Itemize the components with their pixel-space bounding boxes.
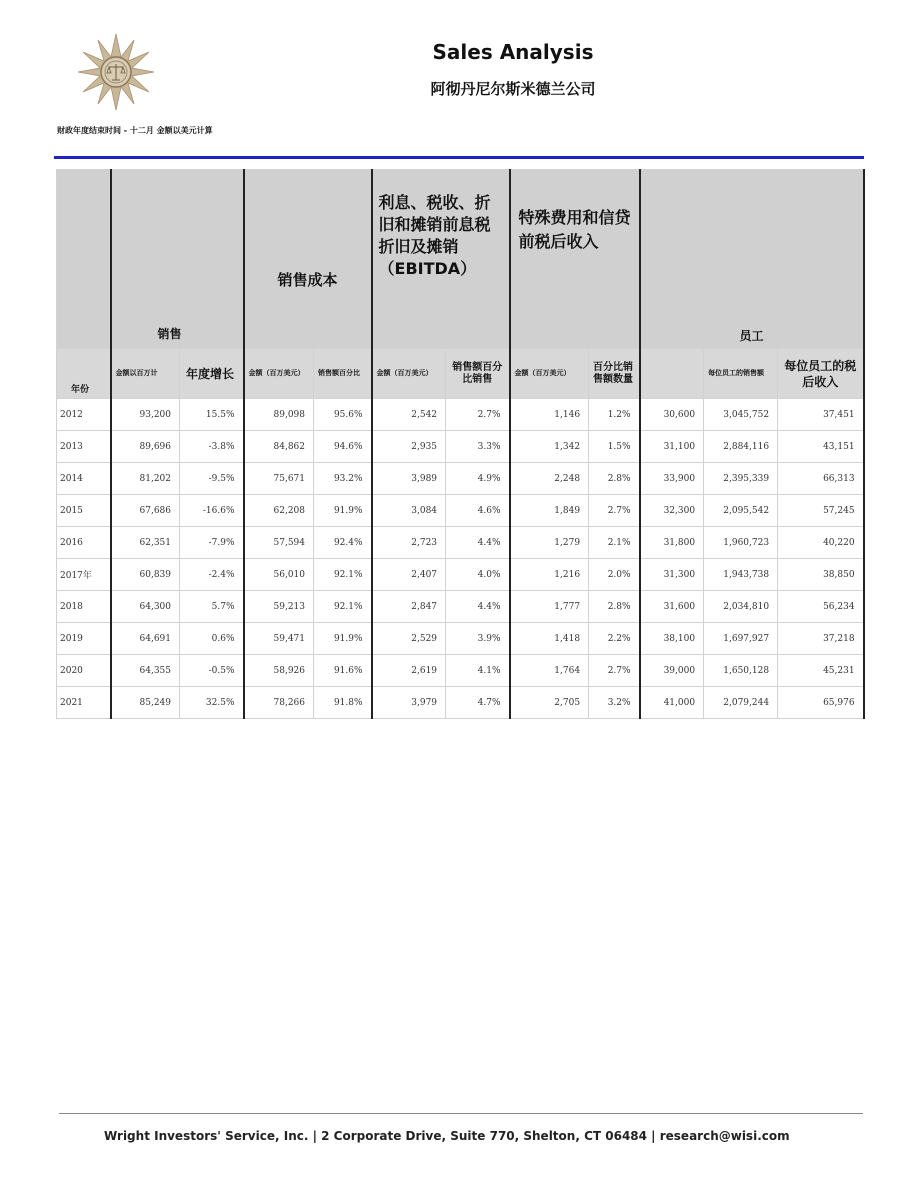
cell-cost-pct: 92.1% — [314, 559, 372, 591]
cell-employees: 32,300 — [640, 495, 704, 527]
table-body — [57, 399, 864, 719]
group-header-row — [57, 170, 864, 349]
cell-growth: -2.4% — [180, 559, 244, 591]
cell-year: 2016 — [57, 527, 111, 559]
cell-income-per-employee: 57,245 — [778, 495, 864, 527]
cell-cost: 59,213 — [244, 591, 314, 623]
cell-cost: 58,926 — [244, 655, 314, 687]
group-special: 特殊费用和信贷前税后收入 — [510, 170, 640, 349]
cell-income-per-employee: 56,234 — [778, 591, 864, 623]
cell-growth: -16.6% — [180, 495, 244, 527]
cell-sales: 89,696 — [111, 431, 180, 463]
cell-growth: -3.8% — [180, 431, 244, 463]
fiscal-note: 财政年度结束时间 - 十二月 金额以美元计算 — [57, 126, 213, 135]
group-sales: 销售 — [111, 170, 244, 349]
sales-analysis-table — [56, 169, 865, 719]
cell-ebitda-pct: 4.4% — [446, 591, 510, 623]
cell-special-pct: 2.8% — [589, 463, 640, 495]
cell-year: 2018 — [57, 591, 111, 623]
cell-ebitda-pct: 4.1% — [446, 655, 510, 687]
cell-cost: 57,594 — [244, 527, 314, 559]
footer-divider — [59, 1113, 863, 1114]
cell-ebitda: 3,989 — [372, 463, 446, 495]
cell-special: 1,342 — [510, 431, 589, 463]
cell-special-pct: 2.0% — [589, 559, 640, 591]
cell-employees: 33,900 — [640, 463, 704, 495]
cell-ebitda: 2,529 — [372, 623, 446, 655]
cell-ebitda-pct: 4.6% — [446, 495, 510, 527]
cell-sales-per-employee: 2,395,339 — [704, 463, 778, 495]
cell-special-pct: 1.2% — [589, 399, 640, 431]
cell-sales-per-employee: 2,095,542 — [704, 495, 778, 527]
table-row — [57, 399, 864, 431]
cell-sales: 64,355 — [111, 655, 180, 687]
cell-sales: 85,249 — [111, 687, 180, 719]
cell-ebitda: 2,542 — [372, 399, 446, 431]
col-income-per-employee: 每位员工的税后收入 — [778, 349, 864, 399]
cell-growth: 0.6% — [180, 623, 244, 655]
col-special-amount: 金额（百万美元） — [510, 349, 589, 399]
cell-cost-pct: 92.1% — [314, 591, 372, 623]
table-row — [57, 687, 864, 719]
cell-employees: 31,100 — [640, 431, 704, 463]
cell-ebitda: 2,407 — [372, 559, 446, 591]
cell-employees: 31,800 — [640, 527, 704, 559]
cell-special-pct: 2.2% — [589, 623, 640, 655]
cell-special: 2,705 — [510, 687, 589, 719]
cell-cost: 84,862 — [244, 431, 314, 463]
cell-special-pct: 2.7% — [589, 655, 640, 687]
cell-ebitda-pct: 3.9% — [446, 623, 510, 655]
footer-contact: Wright Investors' Service, Inc. | 2 Corporate Drive, Suite 770, Shelton, CT 06484 | research@wisi.com — [104, 1129, 790, 1143]
cell-cost: 78,266 — [244, 687, 314, 719]
table-row — [57, 431, 864, 463]
table-row — [57, 623, 864, 655]
header-divider — [54, 156, 864, 159]
cell-sales-per-employee: 1,943,738 — [704, 559, 778, 591]
col-cost-pct: 销售额百分比 — [314, 349, 372, 399]
cell-employees: 31,300 — [640, 559, 704, 591]
cell-special-pct: 1.5% — [589, 431, 640, 463]
cell-income-per-employee: 45,231 — [778, 655, 864, 687]
cell-sales: 64,300 — [111, 591, 180, 623]
col-sales-amount: 金额以百万计 — [111, 349, 180, 399]
cell-ebitda-pct: 4.4% — [446, 527, 510, 559]
cell-special-pct: 3.2% — [589, 687, 640, 719]
company-name: 阿彻丹尼尔斯米德兰公司 — [430, 80, 596, 98]
group-ebitda: 利息、税收、折旧和摊销前息税折旧及摊销（EBITDA） — [372, 170, 510, 349]
cell-growth: 5.7% — [180, 591, 244, 623]
cell-ebitda: 2,847 — [372, 591, 446, 623]
cell-sales: 60,839 — [111, 559, 180, 591]
cell-income-per-employee: 37,218 — [778, 623, 864, 655]
cell-income-per-employee: 66,313 — [778, 463, 864, 495]
cell-cost-pct: 91.8% — [314, 687, 372, 719]
cell-ebitda-pct: 4.0% — [446, 559, 510, 591]
cell-cost-pct: 91.9% — [314, 495, 372, 527]
cell-special: 1,216 — [510, 559, 589, 591]
cell-sales-per-employee: 2,034,810 — [704, 591, 778, 623]
cell-special-pct: 2.1% — [589, 527, 640, 559]
table-row — [57, 559, 864, 591]
cell-sales-per-employee: 1,697,927 — [704, 623, 778, 655]
cell-income-per-employee: 38,850 — [778, 559, 864, 591]
cell-employees: 41,000 — [640, 687, 704, 719]
cell-cost-pct: 92.4% — [314, 527, 372, 559]
cell-income-per-employee: 43,151 — [778, 431, 864, 463]
cell-sales-per-employee: 3,045,752 — [704, 399, 778, 431]
cell-year: 2021 — [57, 687, 111, 719]
cell-ebitda: 2,723 — [372, 527, 446, 559]
cell-special: 1,849 — [510, 495, 589, 527]
cell-growth: -0.5% — [180, 655, 244, 687]
cell-ebitda-pct: 3.3% — [446, 431, 510, 463]
cell-employees: 38,100 — [640, 623, 704, 655]
cell-sales: 67,686 — [111, 495, 180, 527]
cell-special: 2,248 — [510, 463, 589, 495]
cell-employees: 39,000 — [640, 655, 704, 687]
cell-year: 2019 — [57, 623, 111, 655]
cell-growth: -7.9% — [180, 527, 244, 559]
cell-sales-per-employee: 1,960,723 — [704, 527, 778, 559]
cell-cost: 89,098 — [244, 399, 314, 431]
group-cost: 销售成本 — [244, 170, 372, 349]
cell-year: 2017年 — [57, 559, 111, 591]
table-row — [57, 463, 864, 495]
cell-growth: 32.5% — [180, 687, 244, 719]
cell-cost: 56,010 — [244, 559, 314, 591]
cell-ebitda: 3,979 — [372, 687, 446, 719]
cell-ebitda-pct: 2.7% — [446, 399, 510, 431]
cell-ebitda-pct: 4.9% — [446, 463, 510, 495]
cell-cost: 75,671 — [244, 463, 314, 495]
cell-ebitda: 2,935 — [372, 431, 446, 463]
cell-sales-per-employee: 2,884,116 — [704, 431, 778, 463]
cell-special: 1,764 — [510, 655, 589, 687]
cell-cost-pct: 91.9% — [314, 623, 372, 655]
table-row — [57, 495, 864, 527]
table-row — [57, 591, 864, 623]
cell-cost-pct: 93.2% — [314, 463, 372, 495]
col-special-pct: 百分比销售额数量 — [589, 349, 640, 399]
cell-cost: 59,471 — [244, 623, 314, 655]
cell-year: 2013 — [57, 431, 111, 463]
cell-cost-pct: 95.6% — [314, 399, 372, 431]
cell-special: 1,418 — [510, 623, 589, 655]
col-ebitda-pct: 销售额百分比销售 — [446, 349, 510, 399]
cell-year: 2012 — [57, 399, 111, 431]
col-employee-count — [640, 349, 704, 399]
col-sales-growth: 年度增长 — [180, 349, 244, 399]
cell-ebitda: 2,619 — [372, 655, 446, 687]
cell-employees: 31,600 — [640, 591, 704, 623]
cell-special: 1,146 — [510, 399, 589, 431]
group-header-blank — [57, 170, 111, 349]
col-cost-amount: 金额（百万美元） — [244, 349, 314, 399]
column-header-row — [57, 349, 864, 399]
report-title: Sales Analysis — [432, 40, 594, 64]
col-year: 年份 — [57, 349, 111, 399]
group-employees: 员工 — [640, 170, 864, 349]
cell-employees: 30,600 — [640, 399, 704, 431]
cell-sales: 81,202 — [111, 463, 180, 495]
cell-special: 1,777 — [510, 591, 589, 623]
cell-cost-pct: 94.6% — [314, 431, 372, 463]
cell-income-per-employee: 40,220 — [778, 527, 864, 559]
cell-growth: -9.5% — [180, 463, 244, 495]
cell-sales: 64,691 — [111, 623, 180, 655]
cell-income-per-employee: 65,976 — [778, 687, 864, 719]
col-sales-per-employee: 每位员工的销售额 — [704, 349, 778, 399]
cell-sales: 93,200 — [111, 399, 180, 431]
cell-cost-pct: 91.6% — [314, 655, 372, 687]
table-row — [57, 655, 864, 687]
cell-year: 2020 — [57, 655, 111, 687]
cell-year: 2014 — [57, 463, 111, 495]
cell-special-pct: 2.7% — [589, 495, 640, 527]
table-row — [57, 527, 864, 559]
cell-ebitda: 3,084 — [372, 495, 446, 527]
cell-sales-per-employee: 2,079,244 — [704, 687, 778, 719]
cell-cost: 62,208 — [244, 495, 314, 527]
col-ebitda-amount: 金额（百万美元） — [372, 349, 446, 399]
cell-ebitda-pct: 4.7% — [446, 687, 510, 719]
cell-sales: 62,351 — [111, 527, 180, 559]
cell-sales-per-employee: 1,650,128 — [704, 655, 778, 687]
cell-year: 2015 — [57, 495, 111, 527]
cell-growth: 15.5% — [180, 399, 244, 431]
cell-special: 1,279 — [510, 527, 589, 559]
cell-special-pct: 2.8% — [589, 591, 640, 623]
cell-income-per-employee: 37,451 — [778, 399, 864, 431]
